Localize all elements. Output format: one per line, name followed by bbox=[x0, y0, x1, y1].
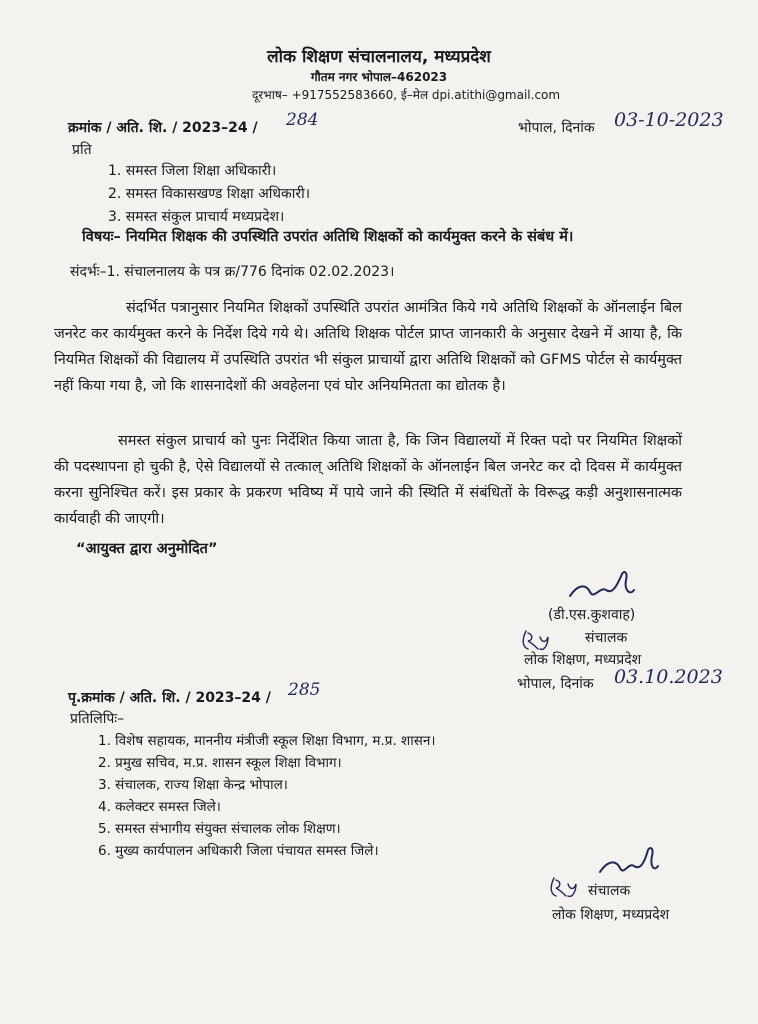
office-contact: दूरभाष– +917552583660, ई–मेल dpi.atithi@gmail.com bbox=[252, 88, 561, 102]
office-address: गौतम नगर भोपाल–462023 bbox=[310, 70, 448, 84]
copy-item: 6. मुख्य कार्यपालन अधिकारी जिला पंचायत समस्त जिले। bbox=[98, 843, 379, 859]
copy-item: 4. कलेक्टर समस्त जिले। bbox=[98, 799, 221, 815]
letter-reference-label: क्रमांक / अति. शि. / 2023–24 / bbox=[68, 120, 258, 136]
paragraph-2: समस्त संकुल प्राचार्य को पुनः निर्देशित किया जाता है, कि जिन विद्यालयों में रिक्त पदो पर नियमित शिक्षकों की पदस्थापना हो चुकी है, ऐसे विद्यालयों से तत्काल् अतिथि शिक्षकों के ऑनलाईन बिल जनरेट कर दो दिवस में कार्यमुक्त करना सुनिश्चित करें। इस प्रकार के प्रकरण भविष्य में पाये जाने की स्थिति में संबंधितों के विरूद्ध कड़ी अनुशासनात्मक कार्यवाही की जाएगी। bbox=[54, 433, 682, 527]
signatory-place-label: भोपाल, दिनांक bbox=[517, 676, 594, 692]
copy-signatory-office: लोक शिक्षण, मध्यप्रदेश bbox=[552, 907, 670, 923]
copy-list bbox=[98, 730, 435, 862]
initials-mark bbox=[548, 874, 580, 900]
copy-label: प्रतिलिपिः– bbox=[70, 711, 125, 727]
letter-subject: विषयः– नियमित शिक्षक की उपस्थिति उपरांत अतिथि शिक्षकों को कार्यमुक्त करने के संबंध में। bbox=[82, 229, 574, 245]
copy-item: 1. विशेष सहायक, माननीय मंत्रीजी स्कूल शिक्षा विभाग, म.प्र. शासन। bbox=[98, 733, 436, 749]
letter-reference-line: संदर्भः–1. संचालनालय के पत्र क्र/776 दिनांक 02.02.2023। bbox=[70, 264, 395, 280]
signature-mark bbox=[596, 842, 660, 882]
approval-note: “आयुक्त द्वारा अनुमोदित” bbox=[76, 541, 218, 557]
letter-reference-number: 284 bbox=[286, 110, 319, 130]
signatory-name: (डी.एस.कुशवाह) bbox=[548, 607, 636, 623]
recipient-item: 2. समस्त विकासखण्ड शिक्षा अधिकारी। bbox=[108, 186, 311, 202]
copy-reference-label: पृ.क्रमांक / अति. शि. / 2023–24 / bbox=[68, 690, 271, 706]
copy-item: 3. संचालक, राज्य शिक्षा केन्द्र भोपाल। bbox=[98, 777, 288, 793]
recipient-item: 1. समस्त जिला शिक्षा अधिकारी। bbox=[108, 163, 277, 179]
copy-reference-number: 285 bbox=[288, 680, 321, 700]
copy-signatory-title: संचालक bbox=[588, 883, 631, 899]
copy-item: 2. प्रमुख सचिव, म.प्र. शासन स्कूल शिक्षा विभाग। bbox=[98, 755, 342, 771]
recipient-list bbox=[108, 160, 310, 229]
signatory-office: लोक शिक्षण, मध्यप्रदेश bbox=[524, 652, 642, 668]
letter-place-date-label: भोपाल, दिनांक bbox=[518, 120, 595, 136]
to-label: प्रति bbox=[72, 142, 92, 158]
signatory-title: संचालक bbox=[585, 630, 628, 646]
signature-mark bbox=[566, 566, 636, 606]
office-title: लोक शिक्षण संचालनालय, मध्यप्रदेश bbox=[267, 47, 491, 67]
recipient-item: 3. समस्त संकुल प्राचार्य मध्यप्रदेश। bbox=[108, 209, 285, 225]
paragraph-1: संदर्भित पत्रानुसार नियमित शिक्षकों उपस्थिति उपरांत आमंत्रित किये गये अतिथि शिक्षकों के ऑनलाईन बिल जनरेट कर कार्यमुक्त करने के निर्देश दिये गये थे। अतिथि शिक्षक पोर्टल प्राप्त जानकारी के अनुसार देखने में आया है, कि नियमित शिक्षकों की विद्यालय में उपस्थिति उपरांत भी संकुल प्राचार्यो द्वारा अतिथि शिक्षकों को GFMS पोर्टल से कार्यमुक्त नहीं किया गया है, जो कि शासनादेशों की अवहेलना एवं घोर अनियमितता का द्योतक है। bbox=[54, 300, 682, 394]
letter-date: 03-10-2023 bbox=[614, 109, 724, 131]
signatory-date: 03.10.2023 bbox=[614, 666, 723, 688]
copy-item: 5. समस्त संभागीय संयुक्त संचालक लोक शिक्षण। bbox=[98, 821, 341, 837]
